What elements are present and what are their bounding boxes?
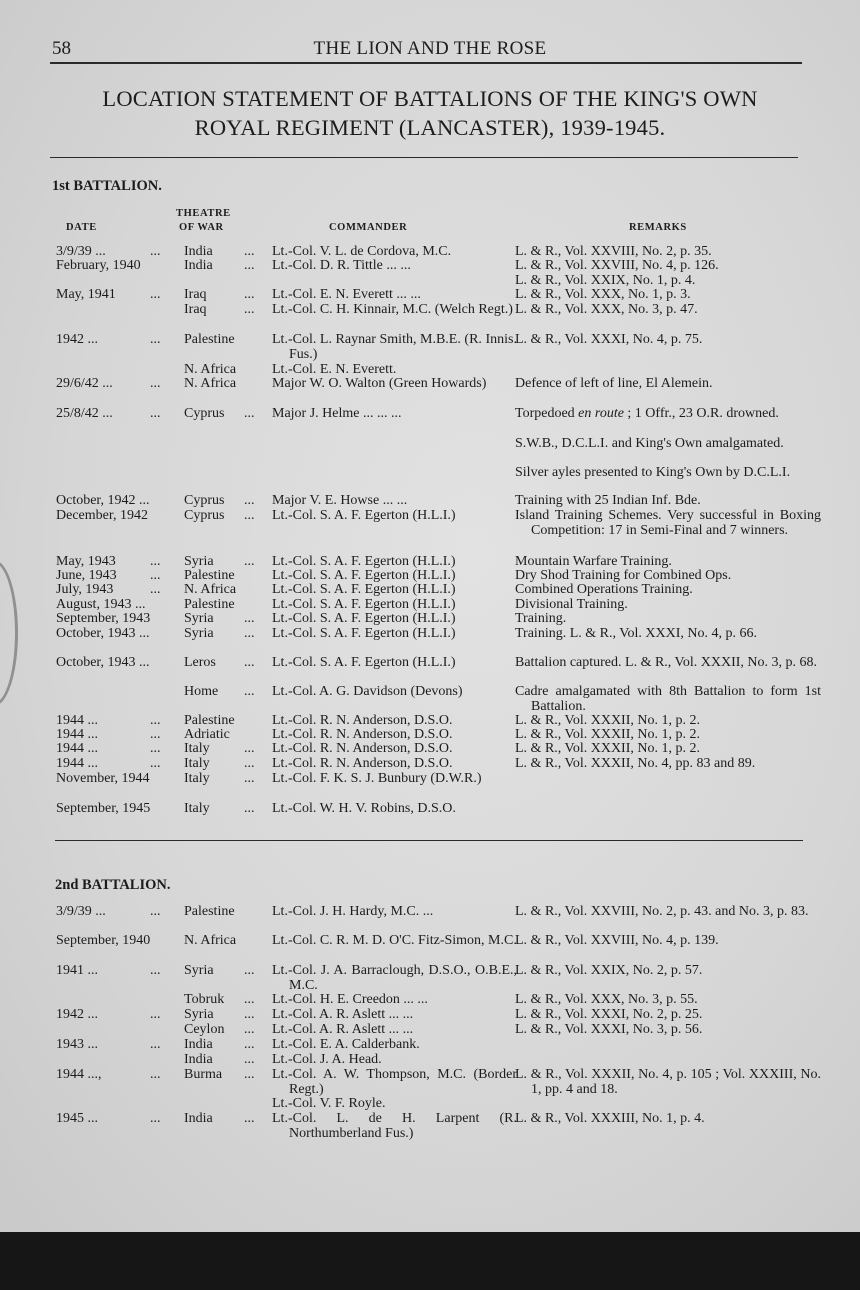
remarks-cell: L. & R., Vol. XXIX, No. 2, p. 57. — [515, 963, 703, 978]
commander-cell: Lt.-Col. L. de H. Larpent (R. Northumberland Fus.) — [272, 1111, 517, 1141]
theatre-cell: Ceylon — [184, 1022, 225, 1037]
leader-dots: ... — [244, 1037, 255, 1052]
date-cell: 1944 ..., — [56, 1067, 102, 1082]
commander-cell: Lt.-Col. J. A. Head. — [272, 1052, 382, 1067]
date-cell: 1944 ... — [56, 713, 98, 728]
theatre-cell: India — [184, 1037, 213, 1052]
remarks-cell: L. & R., Vol. XXXI, No. 4, p. 75. — [515, 332, 703, 347]
date-cell: September, 1945 — [56, 801, 151, 816]
leader-dots: ... — [244, 756, 255, 771]
date-cell: October, 1943 ... — [56, 655, 150, 670]
theatre-cell: India — [184, 1111, 213, 1126]
page-number: 58 — [52, 38, 71, 59]
theatre-cell: Palestine — [184, 713, 235, 728]
theatre-cell: Palestine — [184, 904, 235, 919]
leader-dots: ... — [244, 554, 255, 569]
remarks-cell: L. & R., Vol. XXVIII, No. 4, p. 126. — [515, 258, 719, 273]
leader-dots: ... — [244, 406, 255, 421]
commander-cell: Lt.-Col. C. R. M. D. O'C. Fitz-Simon, M.C. — [272, 933, 517, 948]
leader-dots: ... — [244, 1067, 255, 1082]
commander-cell: Lt.-Col. A. R. Aslett ... ... — [272, 1007, 414, 1022]
title-rule — [50, 157, 798, 158]
date-cell: 1944 ... — [56, 741, 98, 756]
theatre-cell: N. Africa — [184, 376, 237, 391]
leader-dots: ... — [244, 771, 255, 786]
date-cell: 3/9/39 ... — [56, 904, 106, 919]
remarks-cell: Divisional Training. — [515, 597, 628, 612]
leader-dots: ... — [150, 568, 161, 583]
remarks-cell: Combined Operations Training. — [515, 582, 693, 597]
remarks-cell: Silver ayles presented to King's Own by D.C.L.I. — [515, 465, 791, 480]
commander-cell: Lt.-Col. A. R. Aslett ... ... — [272, 1022, 414, 1037]
theatre-cell: Iraq — [184, 302, 207, 317]
column-header-remarks: REMARKS — [629, 222, 687, 233]
commander-cell: Lt.-Col. S. A. F. Egerton (H.L.I.) — [272, 568, 456, 583]
page-title-line-2: ROYAL REGIMENT (LANCASTER), 1939-1945. — [194, 115, 666, 140]
remarks-cell: Battalion captured. L. & R., Vol. XXXII, No. 3, p. 68. — [515, 655, 818, 670]
section-heading-2nd-battalion: 2nd BATTALION. — [55, 877, 171, 893]
date-cell: August, 1943 ... — [56, 597, 146, 612]
date-cell: 1942 ... — [56, 332, 98, 347]
leader-dots: ... — [244, 244, 255, 259]
leader-dots: ... — [150, 713, 161, 728]
column-header-theatre-line-1: THEATRE — [176, 208, 231, 219]
leader-dots: ... — [150, 756, 161, 771]
date-cell: September, 1940 — [56, 933, 151, 948]
theatre-cell: Syria — [184, 626, 214, 641]
date-cell: February, 1940 — [56, 258, 141, 273]
leader-dots: ... — [150, 244, 161, 259]
date-cell: 3/9/39 ... — [56, 244, 106, 259]
remarks-cell: L. & R., Vol. XXX, No. 3, p. 55. — [515, 992, 698, 1007]
remarks-text: Torpedoed — [515, 406, 579, 421]
theatre-cell: N. Africa — [184, 362, 237, 377]
leader-dots: ... — [244, 258, 255, 273]
commander-cell: Lt.-Col. V. F. Royle. — [272, 1096, 386, 1111]
theatre-cell: Burma — [184, 1067, 223, 1082]
theatre-cell: India — [184, 244, 213, 259]
leader-dots: ... — [244, 287, 255, 302]
leader-dots: ... — [244, 801, 255, 816]
commander-cell: Lt.-Col. C. H. Kinnair, M.C. (Welch Regt.) — [272, 302, 513, 317]
leader-dots: ... — [150, 554, 161, 569]
remarks-cell: L. & R., Vol. XXXI, No. 3, p. 56. — [515, 1022, 703, 1037]
date-cell: 29/6/42 ... — [56, 376, 113, 391]
theatre-cell: Italy — [184, 741, 210, 756]
commander-cell: Lt.-Col. S. A. F. Egerton (H.L.I.) — [272, 655, 456, 670]
theatre-cell: Cyprus — [184, 493, 225, 508]
date-cell: 1942 ... — [56, 1007, 98, 1022]
leader-dots: ... — [244, 626, 255, 641]
leader-dots: ... — [244, 741, 255, 756]
leader-dots: ... — [150, 287, 161, 302]
date-cell: 1943 ... — [56, 1037, 98, 1052]
remarks-cell: Training. L. & R., Vol. XXXI, No. 4, p. 66. — [515, 626, 758, 641]
theatre-cell: N. Africa — [184, 582, 237, 597]
leader-dots: ... — [150, 1111, 161, 1126]
leader-dots: ... — [150, 963, 161, 978]
remarks-cell: Mountain Warfare Training. — [515, 554, 672, 569]
leader-dots: ... — [244, 508, 255, 523]
column-header-theatre-line-2: OF WAR — [179, 222, 224, 233]
commander-cell: Lt.-Col. H. E. Creedon ... ... — [272, 992, 428, 1007]
leader-dots: ... — [150, 1007, 161, 1022]
commander-cell: Lt.-Col. R. N. Anderson, D.S.O. — [272, 727, 453, 742]
date-cell: 25/8/42 ... — [56, 406, 113, 421]
leader-dots: ... — [244, 302, 255, 317]
commander-cell: Major V. E. Howse ... ... — [272, 493, 408, 508]
date-cell: September, 1943 — [56, 611, 151, 626]
column-header-date: DATE — [66, 222, 97, 233]
commander-cell: Lt.-Col. D. R. Tittle ... ... — [272, 258, 411, 273]
leader-dots: ... — [244, 684, 255, 699]
leader-dots: ... — [150, 582, 161, 597]
remarks-cell: L. & R., Vol. XXXII, No. 1, p. 2. — [515, 727, 700, 742]
commander-cell: Lt.-Col. W. H. V. Robins, D.S.O. — [272, 801, 456, 816]
commander-cell: Lt.-Col. A. G. Davidson (Devons) — [272, 684, 463, 699]
date-cell: October, 1942 ... — [56, 493, 150, 508]
theatre-cell: Iraq — [184, 287, 207, 302]
commander-cell: Major W. O. Walton (Green Howards) — [272, 376, 487, 391]
leader-dots: ... — [244, 611, 255, 626]
theatre-cell: Palestine — [184, 597, 235, 612]
commander-cell: Lt.-Col. R. N. Anderson, D.S.O. — [272, 756, 453, 771]
remarks-cell — [515, 407, 821, 422]
remarks-cell: L. & R., Vol. XXIX, No. 1, p. 4. — [515, 273, 696, 288]
leader-dots: ... — [244, 992, 255, 1007]
commander-cell: Lt.-Col. S. A. F. Egerton (H.L.I.) — [272, 582, 456, 597]
remarks-italic-text: en route — [578, 406, 624, 421]
commander-cell: Lt.-Col. E. N. Everett ... ... — [272, 287, 421, 302]
commander-cell: Lt.-Col. S. A. F. Egerton (H.L.I.) — [272, 508, 456, 523]
remarks-cell: L. & R., Vol. XXXII, No. 1, p. 2. — [515, 741, 700, 756]
commander-cell: Lt.-Col. S. A. F. Egerton (H.L.I.) — [272, 626, 456, 641]
remarks-cell: L. & R., Vol. XXVIII, No. 2, p. 43. and No. 3, p. 83. — [515, 904, 809, 919]
leader-dots: ... — [244, 493, 255, 508]
theatre-cell: Leros — [184, 655, 216, 670]
commander-cell: Lt.-Col. S. A. F. Egerton (H.L.I.) — [272, 597, 456, 612]
leader-dots: ... — [150, 332, 161, 347]
leader-dots: ... — [150, 406, 161, 421]
remarks-cell: L. & R., Vol. XXVIII, No. 4, p. 139. — [515, 933, 719, 948]
date-cell: 1944 ... — [56, 727, 98, 742]
remarks-cell: S.W.B., D.C.L.I. and King's Own amalgamated. — [515, 436, 784, 451]
running-head: THE LION AND THE ROSE — [313, 38, 547, 59]
date-cell: May, 1943 — [56, 554, 116, 569]
remarks-cell: Training. — [515, 611, 567, 626]
column-header-commander: COMMANDER — [329, 222, 408, 233]
leader-dots: ... — [244, 655, 255, 670]
theatre-cell: Tobruk — [184, 992, 225, 1007]
date-cell: 1945 ... — [56, 1111, 98, 1126]
remarks-cell: L. & R., Vol. XXXII, No. 4, pp. 83 and 89. — [515, 756, 756, 771]
remarks-cell: L. & R., Vol. XXXIII, No. 1, p. 4. — [515, 1111, 705, 1126]
commander-cell: Lt.-Col. S. A. F. Egerton (H.L.I.) — [272, 611, 456, 626]
theatre-cell: Home — [184, 684, 219, 699]
date-cell: July, 1943 — [56, 582, 114, 597]
leader-dots: ... — [244, 1111, 255, 1126]
scan-background — [0, 1232, 860, 1290]
theatre-cell: N. Africa — [184, 933, 237, 948]
page-title-line-1: LOCATION STATEMENT OF BATTALIONS OF THE KING'S OWN — [102, 86, 758, 111]
commander-cell: Lt.-Col. V. L. de Cordova, M.C. — [272, 244, 452, 259]
commander-cell: Lt.-Col. F. K. S. J. Bunbury (D.W.R.) — [272, 771, 482, 786]
theatre-cell: Cyprus — [184, 508, 225, 523]
date-cell: October, 1943 ... — [56, 626, 150, 641]
theatre-cell: Palestine — [184, 332, 235, 347]
date-cell: December, 1942 — [56, 508, 148, 523]
commander-cell: Lt.-Col. E. N. Everett. — [272, 362, 397, 377]
theatre-cell: Italy — [184, 801, 210, 816]
theatre-cell: Italy — [184, 756, 210, 771]
theatre-cell: India — [184, 258, 213, 273]
commander-cell: Lt.-Col. A. W. Thompson, M.C. (Border Regt.) — [272, 1067, 517, 1097]
remarks-cell: L. & R., Vol. XXX, No. 3, p. 47. — [515, 302, 698, 317]
date-cell: 1941 ... — [56, 963, 98, 978]
leader-dots: ... — [244, 963, 255, 978]
theatre-cell: Syria — [184, 554, 214, 569]
remarks-cell: Island Training Schemes. Very successful in Boxing Competition: 17 in Semi-Final and 7 winners. — [515, 508, 821, 538]
theatre-cell: Syria — [184, 963, 214, 978]
leader-dots: ... — [244, 1052, 255, 1067]
commander-cell: Lt.-Col. S. A. F. Egerton (H.L.I.) — [272, 554, 456, 569]
theatre-cell: Syria — [184, 1007, 214, 1022]
remarks-cell: L. & R., Vol. XXXII, No. 4, p. 105 ; Vol. XXXIII, No. 1, pp. 4 and 18. — [515, 1067, 821, 1097]
remarks-cell: Dry Shod Training for Combined Ops. — [515, 568, 732, 583]
commander-cell: Lt.-Col. L. Raynar Smith, M.B.E. (R. Innis. Fus.) — [272, 332, 517, 362]
remarks-cell: L. & R., Vol. XXX, No. 1, p. 3. — [515, 287, 691, 302]
theatre-cell: Palestine — [184, 568, 235, 583]
theatre-cell: Adriatic — [184, 727, 230, 742]
remarks-cell: L. & R., Vol. XXXII, No. 1, p. 2. — [515, 713, 700, 728]
leader-dots: ... — [244, 1022, 255, 1037]
leader-dots: ... — [150, 741, 161, 756]
date-cell: November, 1944 — [56, 771, 150, 786]
commander-cell: Lt.-Col. R. N. Anderson, D.S.O. — [272, 741, 453, 756]
date-cell: May, 1941 — [56, 287, 116, 302]
commander-cell: Lt.-Col. E. A. Calderbank. — [272, 1037, 420, 1052]
commander-cell: Lt.-Col. R. N. Anderson, D.S.O. — [272, 713, 453, 728]
remarks-cell: L. & R., Vol. XXVIII, No. 2, p. 35. — [515, 244, 712, 259]
theatre-cell: Italy — [184, 771, 210, 786]
leader-dots: ... — [150, 904, 161, 919]
date-cell: 1944 ... — [56, 756, 98, 771]
leader-dots: ... — [150, 376, 161, 391]
remarks-text: ; 1 Offr., 23 O.R. drowned. — [623, 406, 779, 421]
section-heading-1st-battalion: 1st BATTALION. — [52, 178, 162, 194]
remarks-cell: Defence of left of line, El Alemein. — [515, 376, 713, 391]
remarks-cell: Cadre amalgamated with 8th Battalion to form 1st Battalion. — [515, 684, 821, 714]
leader-dots: ... — [150, 1067, 161, 1082]
leader-dots: ... — [150, 727, 161, 742]
remarks-cell: L. & R., Vol. XXXI, No. 2, p. 25. — [515, 1007, 703, 1022]
leader-dots: ... — [244, 1007, 255, 1022]
remarks-cell: Training with 25 Indian Inf. Bde. — [515, 493, 701, 508]
commander-cell: Lt.-Col. J. H. Hardy, M.C. ... — [272, 904, 434, 919]
date-cell: June, 1943 — [56, 568, 117, 583]
header-rule — [50, 62, 802, 64]
leader-dots: ... — [150, 1037, 161, 1052]
commander-cell: Lt.-Col. J. A. Barraclough, D.S.O., O.B.E., M.C. — [272, 963, 517, 993]
section-rule — [55, 840, 803, 841]
theatre-cell: Syria — [184, 611, 214, 626]
theatre-cell: India — [184, 1052, 213, 1067]
commander-cell: Major J. Helme ... ... ... — [272, 406, 402, 421]
theatre-cell: Cyprus — [184, 406, 225, 421]
